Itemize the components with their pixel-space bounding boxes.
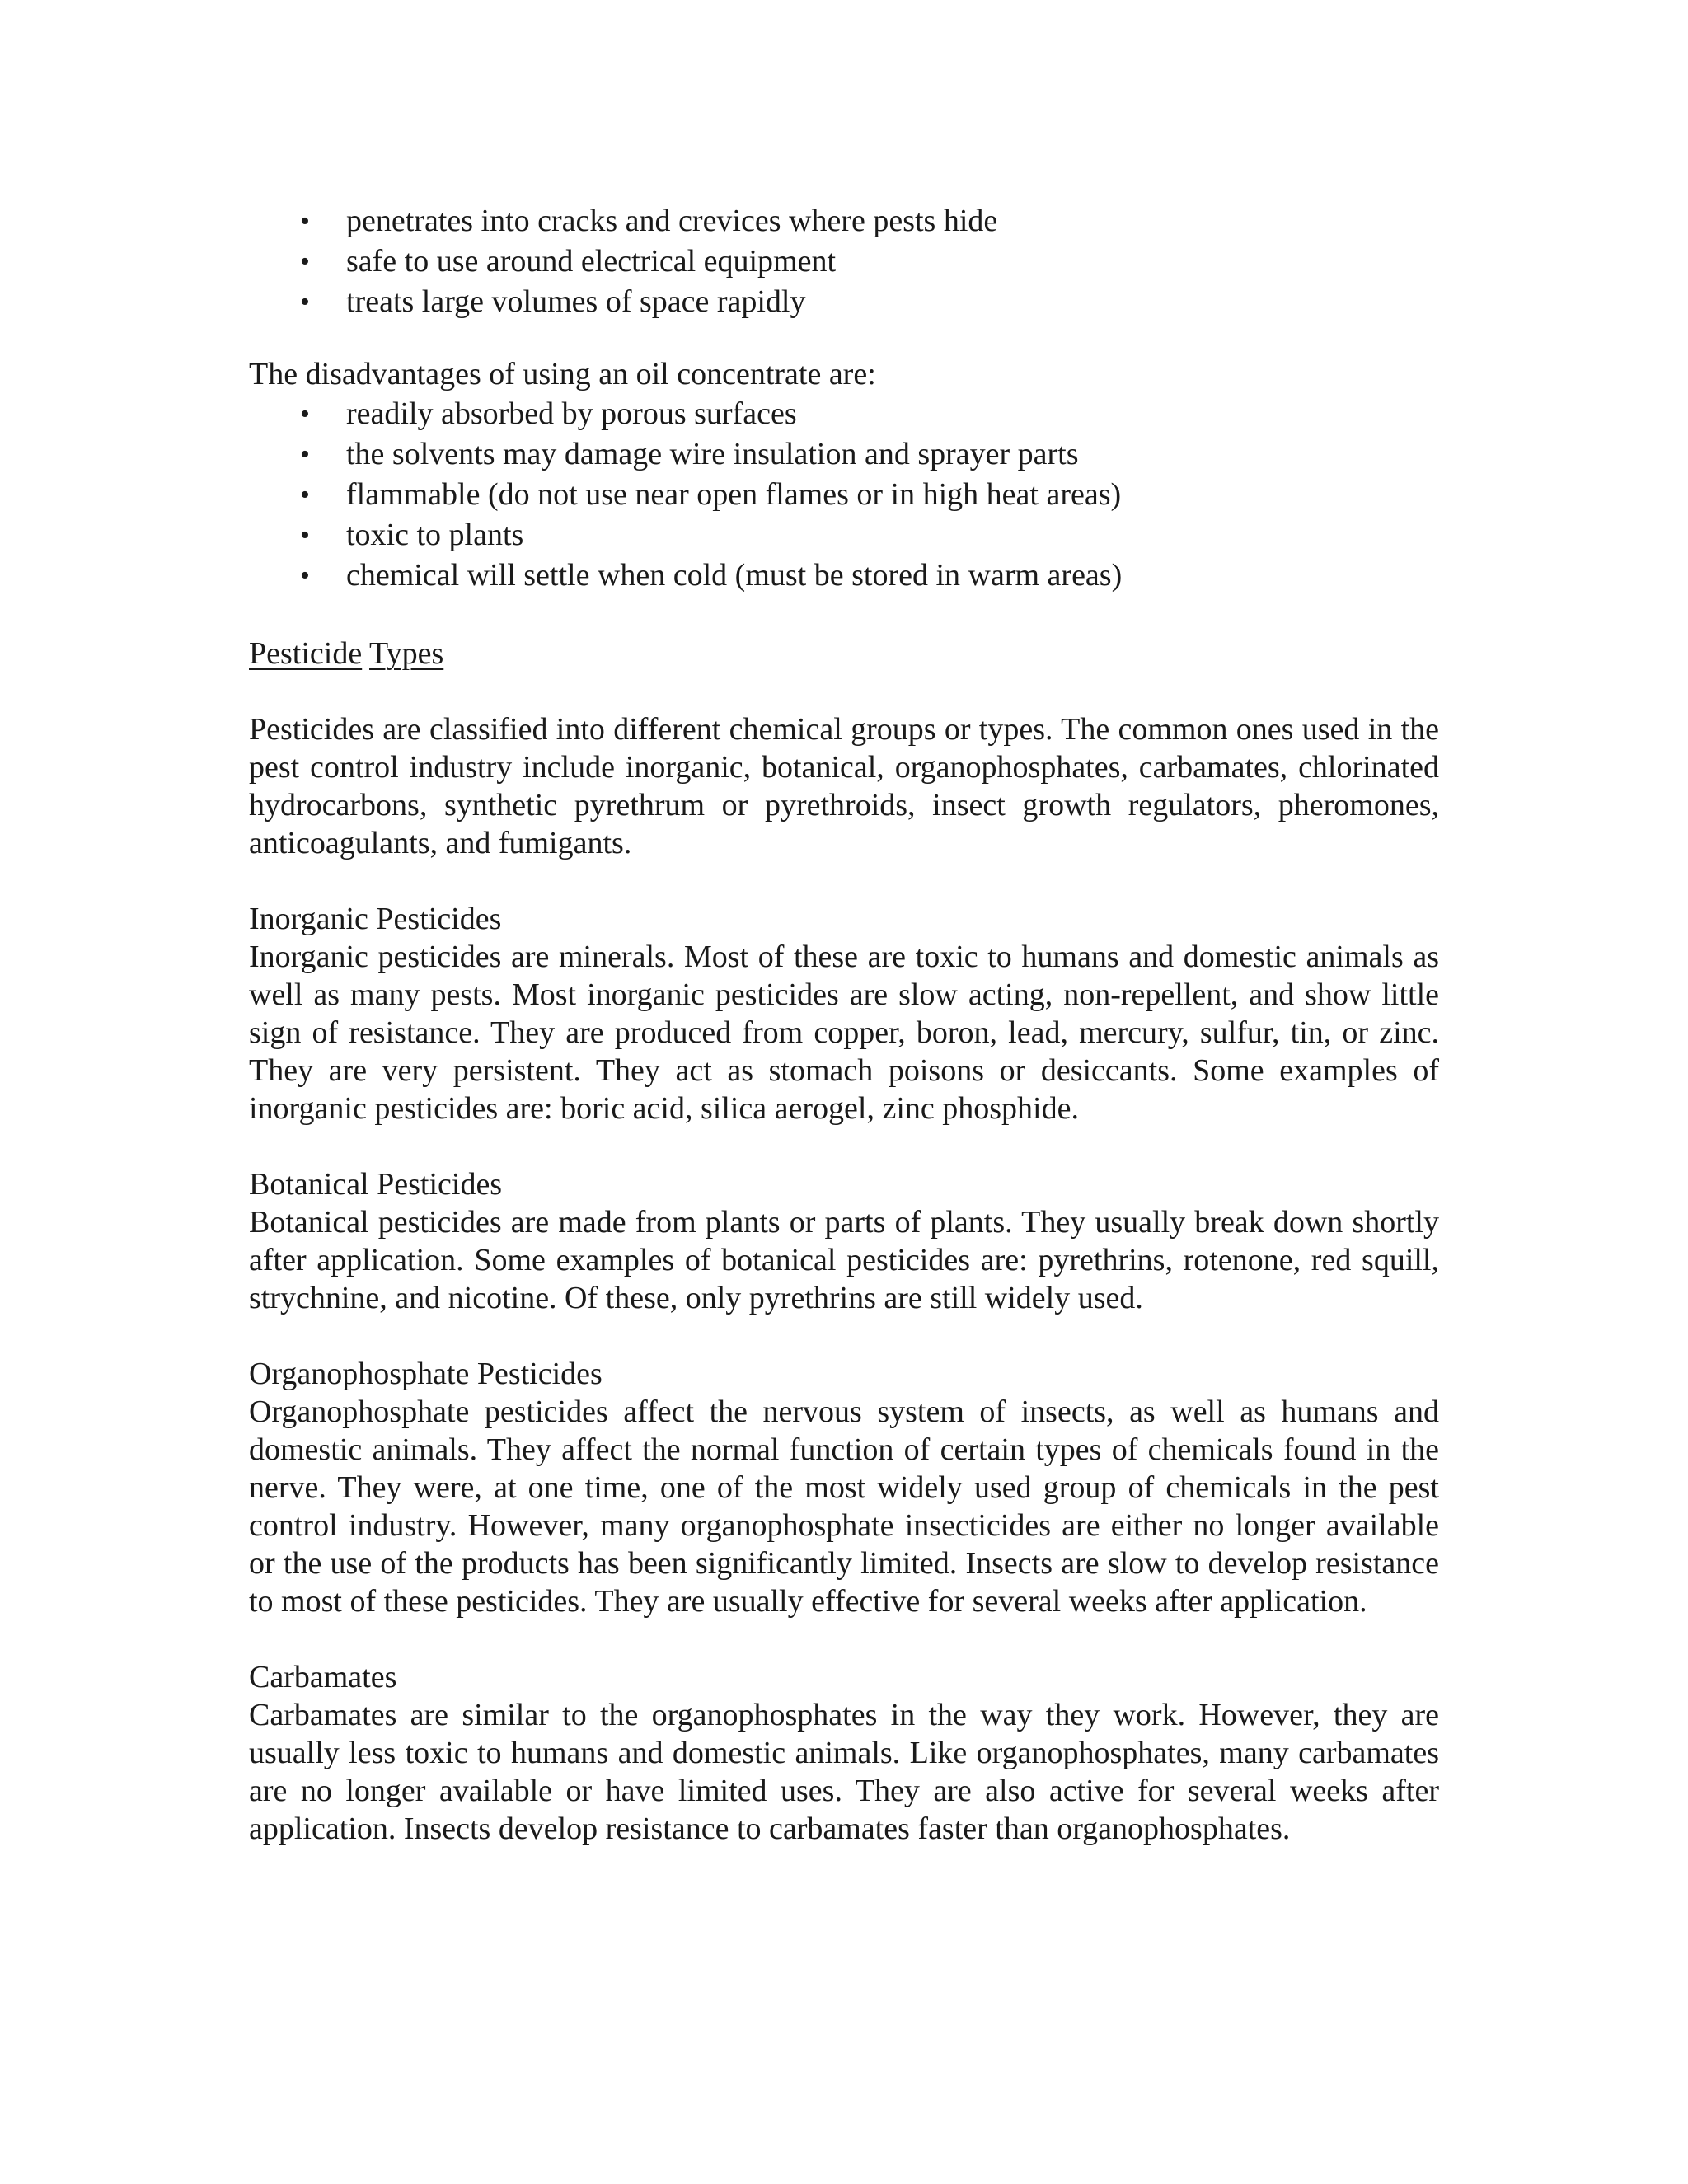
section-heading: Organophosphate Pesticides [249,1357,603,1391]
list-item [249,515,1439,555]
bullet-icon: • [300,480,310,510]
section-heading: Botanical Pesticides [249,1167,503,1202]
list-item [249,282,1439,322]
list-item-text: treats large volumes of space rapidly [346,284,806,319]
advantages-list [249,201,1439,322]
disadvantages-intro: The disadvantages of using an oil concentrate are: [249,357,876,391]
list-item [249,241,1439,282]
bullet-icon: • [300,439,310,470]
list-item-text: the solvents may damage wire insulation and sprayer parts [346,437,1079,471]
bullet-icon: • [300,399,310,429]
bullet-icon: • [300,246,310,277]
bullet-icon: • [300,287,310,317]
bullet-icon: • [300,206,310,237]
intro-paragraph: Pesticides are classified into different chemical groups or types. The common ones used in the pest control industry include inorganic, botanical, organophosphates, carbamates, chlorinated hydrocarbons, synthetic pyrethrum or pyrethroids, insect growth regulators, pheromones, anticoagulants, and fumigants. [249,712,1439,860]
list-item-text: chemical will settle when cold (must be stored in warm areas) [346,558,1123,593]
disadvantages-list [249,394,1439,596]
page-content [249,201,1439,1848]
list-item [249,555,1439,596]
section-heading: Inorganic Pesticides [249,902,502,936]
section-body: Organophosphate pesticides affect the nervous system of insects, as well as humans and domestic animals. They affect the normal function of certain types of chemicals found in the nerve. They were, at one time, one of the most widely used group of chemicals in the pest control industry. However, many organophosphate insecticides are either no longer available or the use of the products has been significantly limited. Insects are slow to develop resistance to most of these pesticides. They are usually effective for several weeks after application. [249,1394,1439,1619]
list-item-text: flammable (do not use near open flames or in high heat areas) [346,477,1122,512]
list-item [249,475,1439,515]
list-item-text: safe to use around electrical equipment [346,244,837,279]
section-heading: Carbamates [249,1660,397,1694]
list-item-text: penetrates into cracks and crevices where pests hide [346,204,998,238]
section-body: Botanical pesticides are made from plants or parts of plants. They usually break down shortly after application. Some examples of botanical pesticides are: pyrethrins, rotenone, red squill, strychnine, and nicotine. Of these, only pyrethrins are still widely used. [249,1205,1439,1315]
list-item [249,394,1439,434]
list-item-text: readily absorbed by porous surfaces [346,396,797,431]
section-title-word: Types [369,636,444,671]
bullet-icon: • [300,560,310,591]
list-item-text: toxic to plants [346,518,524,552]
section-title [249,634,1439,673]
list-item [249,201,1439,241]
bullet-icon: • [300,520,310,551]
section-title-word: Pesticide [249,636,363,671]
section-body: Inorganic pesticides are minerals. Most of these are toxic to humans and domestic animals as well as many pests. Most inorganic pesticides are slow acting, non-repellent, and show little sign of resistance. They are produced from copper, boron, lead, mercury, sulfur, tin, or zinc. They are very persistent. They act as stomach poisons or desiccants. Some examples of inorganic pesticides are: boric acid, silica aerogel, zinc phosphide. [249,940,1439,1126]
section-body: Carbamates are similar to the organophosphates in the way they work. However, they are usually less toxic to humans and domestic animals. Like organophosphates, many carbamates are no longer available or have limited uses. They are also active for several weeks after application. Insects develop resistance to carbamates faster than organophosphates. [249,1698,1439,1846]
list-item [249,434,1439,475]
